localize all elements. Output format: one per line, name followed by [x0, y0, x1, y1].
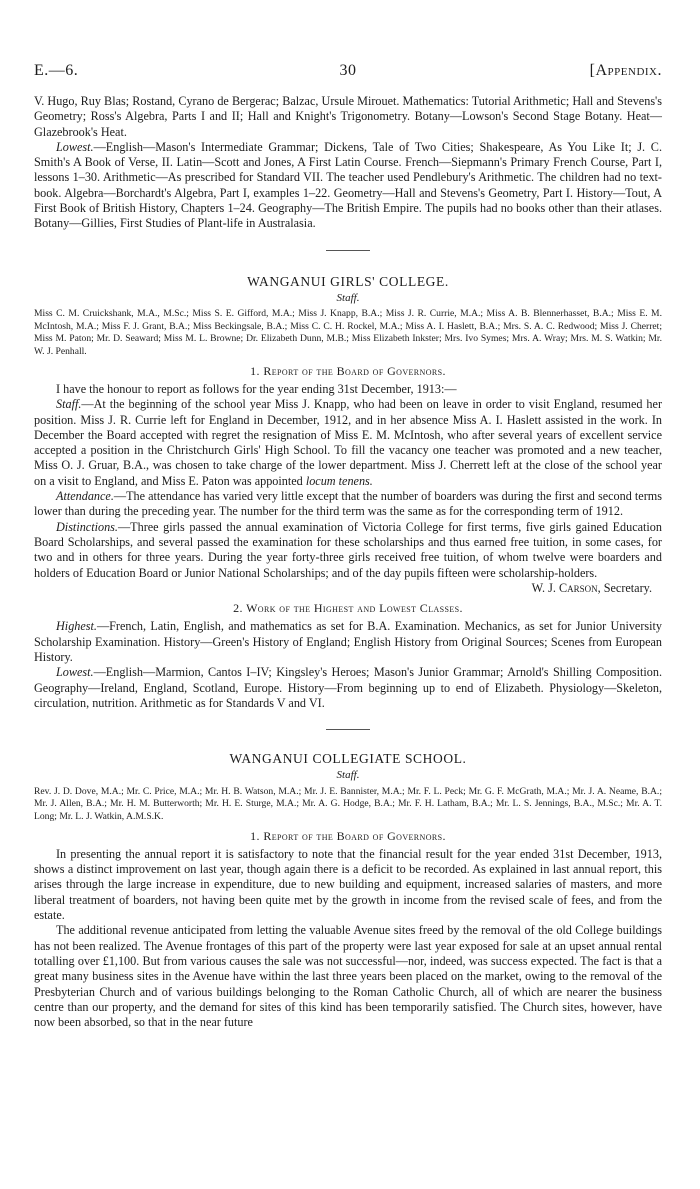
highest-paragraph	[34, 619, 662, 665]
signature-name: W. J. Carson,	[531, 580, 601, 595]
section-divider	[34, 232, 662, 270]
lowest-label: Lowest.	[56, 665, 94, 680]
work-heading: 2. Work of the Highest and Lowest Classes.	[233, 601, 463, 616]
staff-text: —At the beginning of the school year Miss J. Knapp, who had been on leave in order to visit England, resumed her position. Miss J. R. Currie left for England in December, 1912, and in her absence Miss A. I. Haslett assisted in the work. In December the Board accepted with regret the resignation of Miss E. M. McIntosh, who after several years of excellent service accepted a position in the Christchurch Girls' High School. To fill the vacancy one teacher was promoted and a new teacher, Miss O. J. Gruar, B.A., was chosen to take charge of the lower department. Miss J. Cherrett left at the close of the school year on a visit to England, and Miss E. Paton was appointed	[34, 397, 662, 488]
staff-heading: Staff.	[336, 769, 360, 782]
section-divider	[34, 711, 662, 747]
highest-text: —French, Latin, English, and mathematics as set for B.A. Examination. Mechanics, as set for Junior University Scholarship Examination. History—Green's History of England; English History from Original Sources; Scenes from European History.	[34, 619, 662, 664]
report-intro: I have the honour to report as follows for the year ending 31st December, 1913:—	[56, 381, 457, 396]
signature-title: Secretary.	[603, 580, 652, 595]
lowest-text: —English—Marmion, Cantos I–IV; Kingsley's Heroes; Mason's Junior Grammar; Arnold's Shilling Composition. Geography—Ireland, England, Scotland, Europe. History—From beginning up to end of Elizabeth. Physiology—Skeleton, circulation, nutrition. Arithmetic as for Standards V and VI.	[34, 665, 662, 710]
attendance-text: —The attendance has varied very little except that the number of boarders was during the first and second terms lower than during the preceding year. The number for the third term was the same as for the corresponding term of 1912.	[34, 489, 662, 519]
locum-tenens: locum tenens.	[305, 473, 373, 488]
signature	[34, 581, 662, 596]
financial-paragraph: In presenting the annual report it is satisfactory to note that the financial result for the year ended 31st December, 1913, shows a distinct improvement on last year, though again there is a deficit to be recorded. As explained in last annual report, this arises through the large increase in expenditure, due to new building and equipment, increased salaries of masters, and more liberal treatment of boarders, not having been quite met by the growth in income from the revised scale of fees, and from the estate.	[34, 846, 662, 923]
section-title: WANGANUI COLLEGIATE SCHOOL.	[229, 751, 467, 767]
lowest-text: —English—Mason's Intermediate Grammar; Dickens, Tale of Two Cities; Shakespeare, As You Like It; J. C. Smith's A Book of Verse, II. Latin—Scott and Jones, A First Latin Course. French—Siepmann's Primary French Course, Part I, lessons 1–30. Arithmetic—As prescribed for Standard VII. The teacher used Pendlebury's Arithmetic. The children had no text-book. Algebra—Borchardt's Algebra, Part I, examples 1–22. Geometry—Hall and Stevens's Geometry, Part I. History—Tout, A First Book of British History, Chapters 1–24. Geography—The British Empire. The pupils had no books other than their atlases. Botany—Gillies, First Studies of Plant-life in Australasia.	[34, 139, 662, 231]
staff-paragraph	[34, 397, 662, 489]
collegiate-school-section	[34, 751, 662, 1030]
page-body	[34, 94, 662, 1030]
highest-label: Highest.	[56, 619, 97, 634]
distinctions-label: Distinctions.	[56, 519, 118, 534]
avenue-sites-paragraph: The additional revenue anticipated from letting the valuable Avenue sites freed by the removal of the old College buildings has not been realized. The Avenue frontages of this part of the property were last year exposed for sale at an upset annual rental totalling over £1,100. But from various causes the sale was not successful—nor, indeed, was success expected. The fact is that a great many business sites in the Avenue have within the last three years been placed on the market, owing to the removal of the Presbyterian Church and of various buildings belonging to the Roman Catholic Church, all of which are nearer the business centre than our property, and the demand for sites of this kind has been temporarily satisfied. The Church sites, however, have now been absorbed, so that in the near future	[34, 923, 662, 1030]
distinctions-paragraph	[34, 520, 662, 581]
lowest-paragraph	[34, 665, 662, 711]
lowest-label: Lowest.	[56, 139, 94, 154]
staff-list: Miss C. M. Cruickshank, M.A., M.Sc.; Miss S. E. Gifford, M.A.; Miss J. Knapp, B.A.; Miss J. R. Currie, M.A.; Miss A. B. Blennerhasset, B.A.; Miss E. M. McIntosh, M.A.; Miss F. J. Grant, B.A.; Miss Beckingsale, B.A.; Miss C. C. H. Rockel, M.A.; Miss A. I. Haslett, B.A.; Mrs. S. A. C. Redwood; Miss J. Cherret; Miss M. Paton; Mr. D. Seaward; Miss M. L. Browne; Dr. Elizabeth Dunn, M.B.; Miss Elizabeth Inkster; Mrs. Ivo Symes; Mrs. A. Wray; Mrs. M. S. Watkin; Mr. W. J. Penhall.	[34, 308, 662, 358]
attendance-label: Attendance.	[56, 489, 114, 504]
report-heading: 1. Report of the Board of Governors.	[250, 828, 446, 843]
page-header	[34, 62, 662, 88]
appendix-label: [Appendix.	[589, 62, 662, 79]
lowest-classes-paragraph	[34, 140, 662, 232]
staff-label: Staff.	[56, 397, 82, 412]
page-number: 30	[339, 62, 357, 79]
attendance-paragraph	[34, 489, 662, 520]
report-code: E.—6.	[34, 62, 79, 79]
continued-paragraph: V. Hugo, Ruy Blas; Rostand, Cyrano de Bergerac; Balzac, Ursule Mirouet. Mathematics: Tutorial Arithmetic; Hall and Stevens's Geometry; Ross's Algebra, Parts I and II; Hall and Knight's Trigonometry. Botany—Lowson's Second Stage Botany. Heat—Glazebrook's Heat.	[34, 94, 662, 139]
report-heading: 1. Report of the Board of Governors.	[250, 363, 446, 378]
staff-heading: Staff.	[336, 291, 360, 304]
girls-college-section	[34, 274, 662, 712]
section-title: WANGANUI GIRLS' COLLEGE.	[247, 273, 449, 289]
staff-list: Rev. J. D. Dove, M.A.; Mr. C. Price, M.A.; Mr. H. B. Watson, M.A.; Mr. J. E. Bannister, M.A.; Mr. F. L. Peck; Mr. G. F. McGrath, M.A.; Mr. J. A. Neame, B.A.; Mr. J. Allen, B.A.; Mr. H. M. Butterworth; Mr. H. E. Sturge, M.A.; Mr. A. G. Hodge, B.A.; Mr. F. H. Latham, B.A.; Mr. L. S. Jennings, B.A., M.Sc.; Mr. A. T. Long; Mr. L. J. Watkin, A.M.S.K.	[34, 785, 662, 822]
distinctions-text: —Three girls passed the annual examination of Victoria College for first terms, five girls gained Education Board Scholarships, and several passed the examination for these scholarships and thus earned free tuition, in some cases, for two and in others for three years. During the year forty-three girls received free tuition, of whom twelve were boarders and holders of Education Board or Junior National Scholarships; and of the day pupils fifteen were scholarship-holders.	[34, 519, 662, 580]
